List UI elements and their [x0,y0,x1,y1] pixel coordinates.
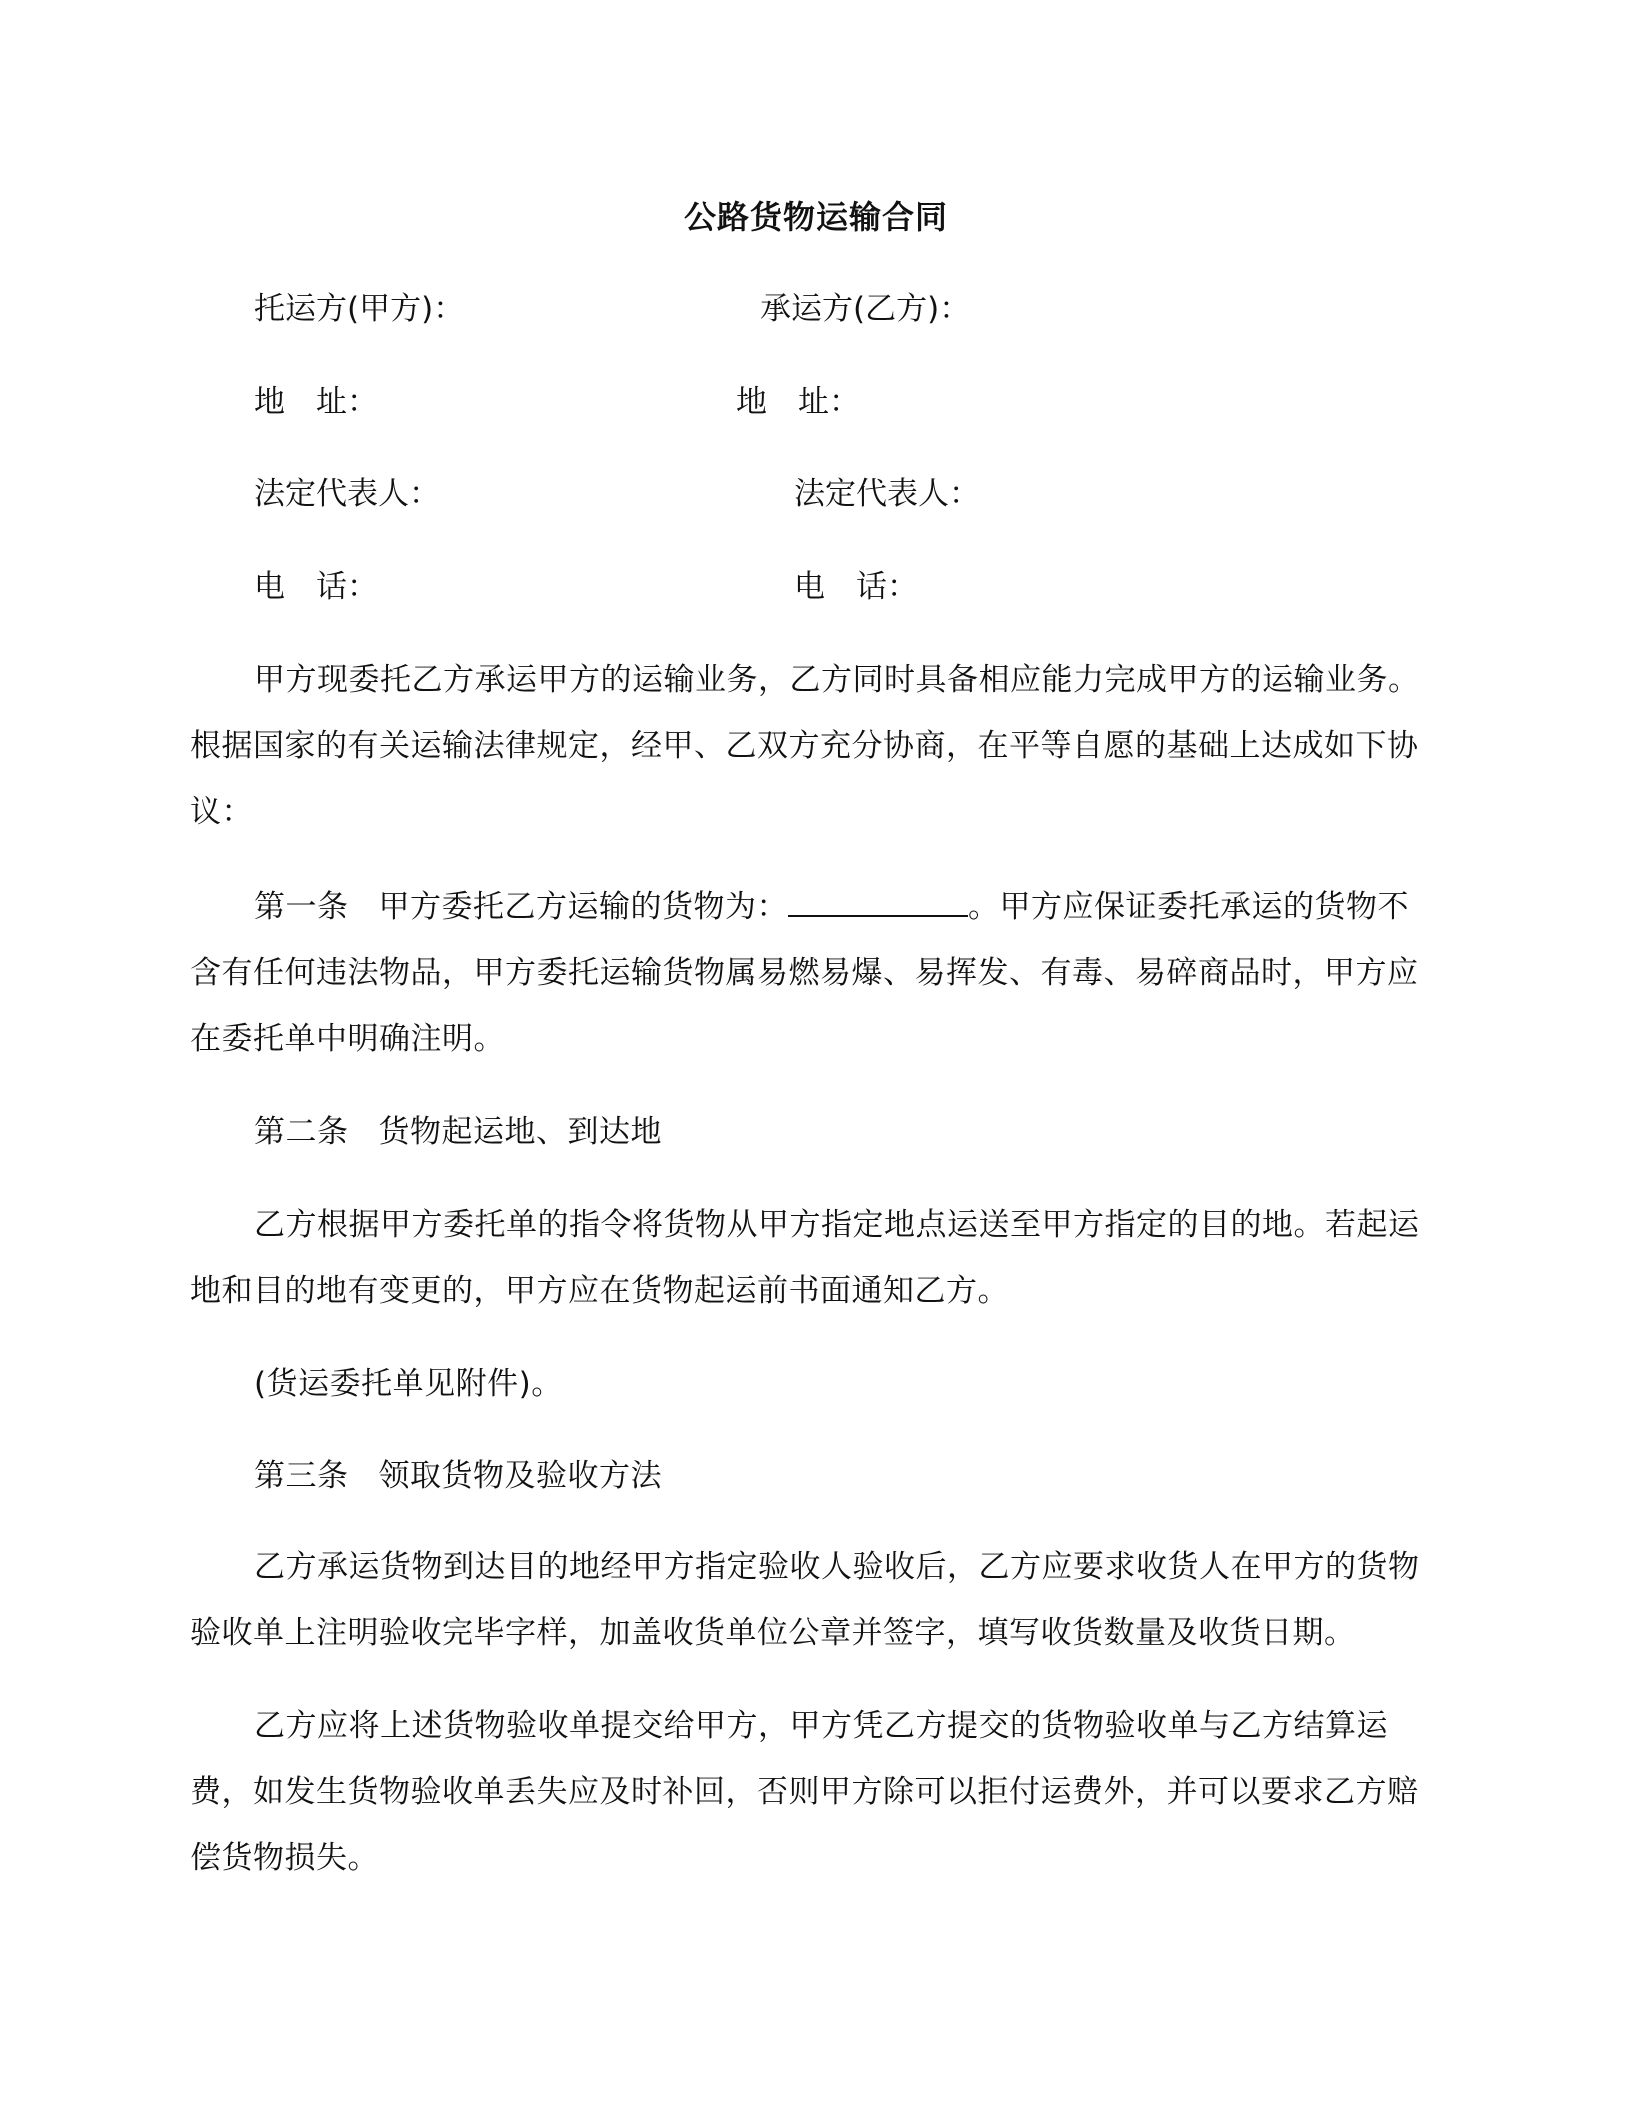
clause-1-text-after: 。甲方应保证委托承运的货物不含有任何违法物品，甲方委托运输货物属易燃易爆、易挥发、有毒、易碎商品时，甲方应在委托单中明确注明。 [190,889,1419,1057]
document-title: 公路货物运输合同 [683,198,948,236]
party-a-phone-label: 电 话： [254,569,378,605]
party-a-rep-label: 法定代表人： [254,476,440,512]
party-b-label: 承运方(乙方)： [760,291,971,327]
clause-1-text-before: 甲方委托乙方运输的货物为： [378,889,788,925]
clause-2-body: 乙方根据甲方委托单的指令将货物从甲方指定地点运送至甲方指定的目的地。若起运地和目的地有变更的，甲方应在货物起运前书面通知乙方。 [190,1207,1420,1309]
clause-3-heading [254,1456,662,1496]
clause-2-heading [254,1112,662,1152]
party-b-phone-label: 电 话： [794,569,918,605]
clause-3-number: 第三条 [254,1458,349,1494]
clause-3-title: 领取货物及验收方法 [378,1458,662,1494]
party-a-address-label: 地 址： [254,384,378,420]
clause-3-body-1: 乙方承运货物到达目的地经甲方指定验收人验收后，乙方应要求收货人在甲方的货物验收单上注明验收完毕字样，加盖收货单位公章并签字，填写收货数量及收货日期。 [190,1549,1420,1651]
clause-3-body-2: 乙方应将上述货物验收单提交给甲方，甲方凭乙方提交的货物验收单与乙方结算运费，如发生货物验收单丢失应及时补回，否则甲方除可以拒付运费外，并可以要求乙方赔偿货物损失。 [190,1708,1419,1876]
clause-2-note: (货运委托单见附件)。 [254,1366,563,1402]
clause-1-number: 第一条 [254,889,349,925]
clause-1-goods-blank [788,915,968,917]
party-a-label: 托运方(甲方)： [254,291,465,327]
party-b-address-label: 地 址： [736,384,860,420]
party-b-rep-label: 法定代表人： [794,476,980,512]
clause-2-number: 第二条 [254,1114,349,1150]
clause-2-title: 货物起运地、到达地 [378,1114,662,1150]
intro-paragraph: 甲方现委托乙方承运甲方的运输业务，乙方同时具备相应能力完成甲方的运输业务。根据国家的有关运输法律规定，经甲、乙双方充分协商，在平等自愿的基础上达成如下协议： [190,662,1420,830]
clause-1-paragraph [190,874,1440,1072]
